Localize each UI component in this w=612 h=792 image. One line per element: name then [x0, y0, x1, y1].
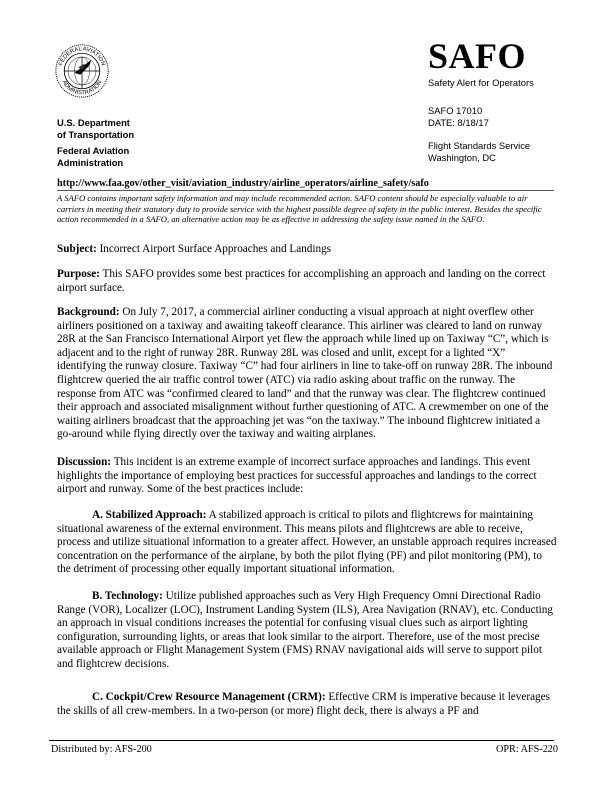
department-line-1: U.S. Department	[57, 117, 130, 128]
agency-name	[57, 145, 129, 168]
practice-technology	[57, 590, 557, 672]
opr-office: OPR: AFS-220	[496, 744, 558, 755]
practice-stabilized-approach	[57, 509, 557, 577]
faa-seal-icon	[54, 43, 110, 99]
safo-identification	[428, 105, 489, 128]
purpose-paragraph	[57, 268, 557, 295]
subject-label: Subject:	[57, 243, 97, 255]
service-name: Flight Standards Service	[428, 140, 531, 151]
safo-url-link[interactable]: http://www.faa.gov/other_visit/aviation_industry/airline_operators/airline_safety/safo	[57, 178, 429, 189]
practice-label: A. Stabilized Approach:	[92, 509, 207, 521]
department-line-2: of Transportation	[57, 128, 135, 140]
practice-text: A stabilized approach is critical to pilots and flightcrews for maintaining situational awareness of the external environment. This means pilots and flightcrews are able to receive, process and utilize situational information to a greater affect. However, an unstable approach requires increased concentration on the performance of the airplane, by both the pilot flying (PF) and pilot monitoring (PM), to the detriment of processing other equally important situational information.	[57, 509, 557, 576]
discussion-paragraph	[57, 456, 557, 497]
agency-line-1: Federal Aviation	[57, 145, 130, 156]
issuing-office	[428, 140, 530, 163]
subject-paragraph	[57, 243, 557, 257]
discussion-label: Discussion:	[57, 456, 112, 468]
practice-label: B. Technology:	[92, 590, 163, 602]
discussion-text: This incident is an extreme example of incorrect surface approaches and landings. This event highlights the importance of employing best practices for successful approaches and landings to the correct airport and runway. Some of the best practices include:	[57, 456, 537, 496]
seal-ring-top-text: FEDERAL AVIATION	[58, 46, 106, 67]
service-location: Washington, DC	[428, 151, 496, 163]
purpose-label: Purpose:	[57, 268, 100, 280]
safo-number: SAFO 17010	[428, 105, 483, 116]
background-label: Background:	[57, 306, 120, 318]
subject-text: Incorrect Airport Surface Approaches and Landings	[96, 243, 332, 255]
document-title: SAFO	[428, 36, 527, 76]
practice-crm	[57, 691, 557, 718]
document-subtitle: Safety Alert for Operators	[428, 77, 534, 88]
background-text: On July 7, 2017, a commercial airliner conducting a visual approach at night overflew other airliners positioned on a taxiway and awaiting takeoff clearance. This airliner was cleared to land on runway 28R at the San Francisco International Airport yet flew the approach while lined up on Taxiway “C”, which is adjacent and to the right of runway 28R. Runway 28L was closed and unlit, except for a lighted “X” identifying the runway closure. Taxiway “C” had four airliners in line to take-off on runway 28R. The inbound flightcrew queried the air traffic control tower (ATC) via radio asking about traffic on the runway. The response from ATC was “confirmed cleared to land” and that the runway was clear. The flightcrew continued their approach and associated misalignment without further questioning of ATC. A crewmember on one of the waiting airliners broadcast that the approaching jet was “on the taxiway.” The inbound flightcrew initiated a go-around while flying directly over the taxiway and waiting airplanes.	[57, 306, 553, 441]
background-paragraph	[57, 306, 557, 442]
agency-line-2: Administration	[57, 156, 124, 168]
footer-divider	[49, 740, 554, 741]
header-divider	[57, 190, 554, 191]
practice-text: Utilize published approaches such as Very High Frequency Omni Directional Radio Range (VOR), Localizer (LOC), Instrument Landing System (ILS), Area Navigation (RNAV), etc. Conducting an approach in visual conditions increases the potential for confusing visual clues such as airport lighting configuration, surrounding lights, or areas that look similar to the airport. Therefore, use of the most precise available approach or Flight Management System (FMS) RNAV navigational aids will serve to support pilot and flightcrew decisions.	[57, 590, 553, 670]
practice-text: Effective CRM is imperative because it leverages the skills of all crew-members. In a two-person (or more) flight deck, there is always a PF and	[57, 691, 550, 717]
safo-disclaimer: A SAFO contains important safety information and may include recommended action. SAFO content should be especially valuable to air carriers in meeting their statutory duty to provide service with the highest possible degree of safety in the public interest. Besides the specific action recommended in a SAFO, an alternative action may be as effective in addressing the safety issue named in the SAFO.	[57, 193, 542, 224]
seal-ring-bottom-text: ADMINISTRATION	[60, 79, 104, 97]
safo-date: DATE: 8/18/17	[428, 116, 489, 128]
practice-label: C. Cockpit/Crew Resource Management (CRM):	[92, 691, 326, 703]
department-name	[57, 117, 134, 140]
purpose-text: This SAFO provides some best practices for accomplishing an approach and landing on the correct airport surface.	[57, 268, 546, 294]
distributed-by: Distributed by: AFS-200	[51, 744, 152, 755]
